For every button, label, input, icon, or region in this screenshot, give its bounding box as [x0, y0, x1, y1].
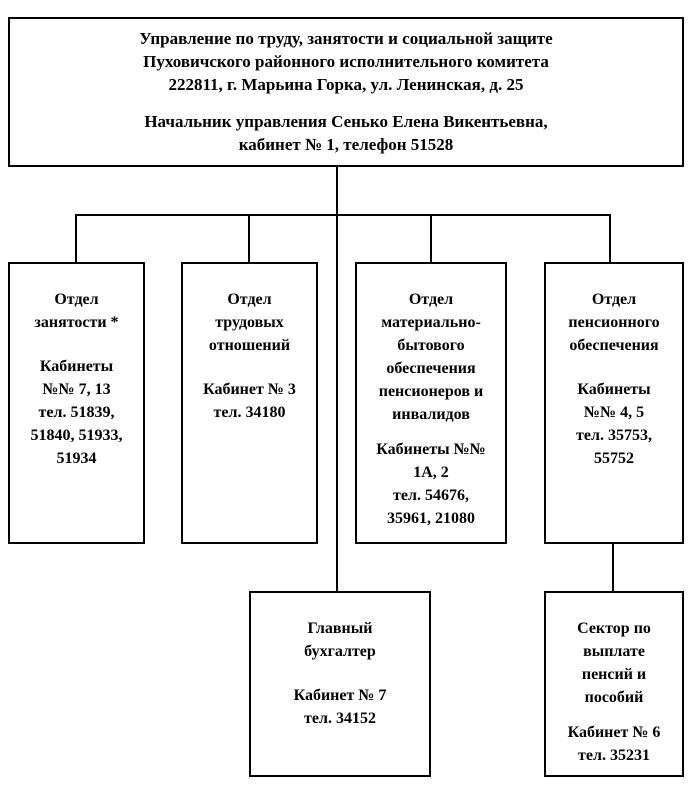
dept-material-title-5: пенсионеров и	[378, 383, 484, 400]
header-head-name: Начальник управления Сенько Елена Викентьевна,	[144, 112, 548, 131]
pension-payment-sector-box	[544, 591, 684, 777]
dept-employment-title-1: Отдел	[54, 291, 99, 308]
header-head-contacts: кабинет № 1, телефон 51528	[238, 135, 454, 154]
chief-accountant-box	[249, 591, 431, 777]
dept-pension-detail-1: Кабинеты	[577, 381, 651, 398]
dept-pension-title-1: Отдел	[591, 291, 637, 308]
dept-material-detail-1: Кабинеты №№	[376, 441, 486, 458]
accountant-detail-1: Кабинет № 7	[293, 687, 387, 704]
dept-material-title-3: бытового	[397, 337, 465, 354]
header-title-line-1: Управление по труду, занятости и социальной защите	[139, 29, 553, 48]
dept-labor-title-1: Отдел	[227, 291, 272, 308]
header-address: 222811, г. Марьина Горка, ул. Ленинская, д. 25	[168, 75, 524, 94]
dept-labor-relations-box	[181, 262, 318, 544]
dept-pension-title-3: обеспечения	[569, 337, 659, 354]
sector-title-2: выплате	[583, 643, 645, 660]
sector-title-4: пособий	[584, 689, 644, 706]
dept-material-support-box	[355, 262, 507, 544]
dept-material-detail-4: 35961, 21080	[387, 510, 475, 527]
sector-title-1: Сектор по	[577, 620, 651, 637]
accountant-title-1: Главный	[307, 620, 373, 637]
connector-header-down	[336, 166, 338, 592]
header-box	[8, 17, 684, 167]
dept-labor-title-2: трудовых	[215, 314, 284, 331]
connector-dept-4	[609, 214, 611, 263]
connector-dept-1	[75, 214, 77, 263]
dept-material-detail-3: тел. 54676,	[393, 487, 469, 504]
connector-pension-sector	[612, 542, 614, 592]
dept-material-title-1: Отдел	[408, 291, 454, 308]
connector-horizontal-bus	[75, 214, 610, 216]
dept-material-detail-2: 1А, 2	[413, 464, 449, 481]
connector-dept-3	[430, 214, 432, 263]
dept-pension-box	[544, 262, 684, 544]
sector-title-3: пенсий и	[581, 666, 647, 683]
dept-material-title-2: материально-	[381, 314, 481, 331]
dept-employment-detail-5: 51934	[56, 450, 97, 467]
dept-labor-detail-1: Кабинет № 3	[203, 381, 296, 398]
dept-pension-detail-2: №№ 4, 5	[583, 404, 645, 421]
dept-employment-title-2: занятости *	[34, 314, 119, 331]
dept-labor-detail-2: тел. 34180	[213, 404, 286, 421]
dept-pension-title-2: пенсионного	[568, 314, 660, 331]
sector-detail-2: тел. 35231	[578, 747, 650, 764]
dept-pension-detail-4: 55752	[594, 450, 634, 467]
dept-employment-detail-3: тел. 51839,	[38, 404, 115, 421]
header-title-line-2: Пуховичского районного исполнительного комитета	[143, 52, 549, 71]
dept-employment-box	[8, 262, 145, 544]
dept-employment-detail-2: №№ 7, 13	[42, 381, 111, 398]
accountant-title-2: бухгалтер	[304, 643, 376, 660]
sector-detail-1: Кабинет № 6	[567, 724, 661, 741]
dept-labor-title-3: отношений	[208, 337, 291, 354]
connector-dept-2	[248, 214, 250, 263]
dept-employment-detail-1: Кабинеты	[39, 358, 114, 375]
dept-pension-detail-3: тел. 35753,	[576, 427, 652, 444]
dept-employment-detail-4: 51840, 51933,	[30, 427, 123, 444]
dept-material-title-6: инвалидов	[392, 406, 470, 423]
dept-material-title-4: обеспечения	[386, 360, 476, 377]
accountant-detail-2: тел. 34152	[304, 710, 376, 727]
